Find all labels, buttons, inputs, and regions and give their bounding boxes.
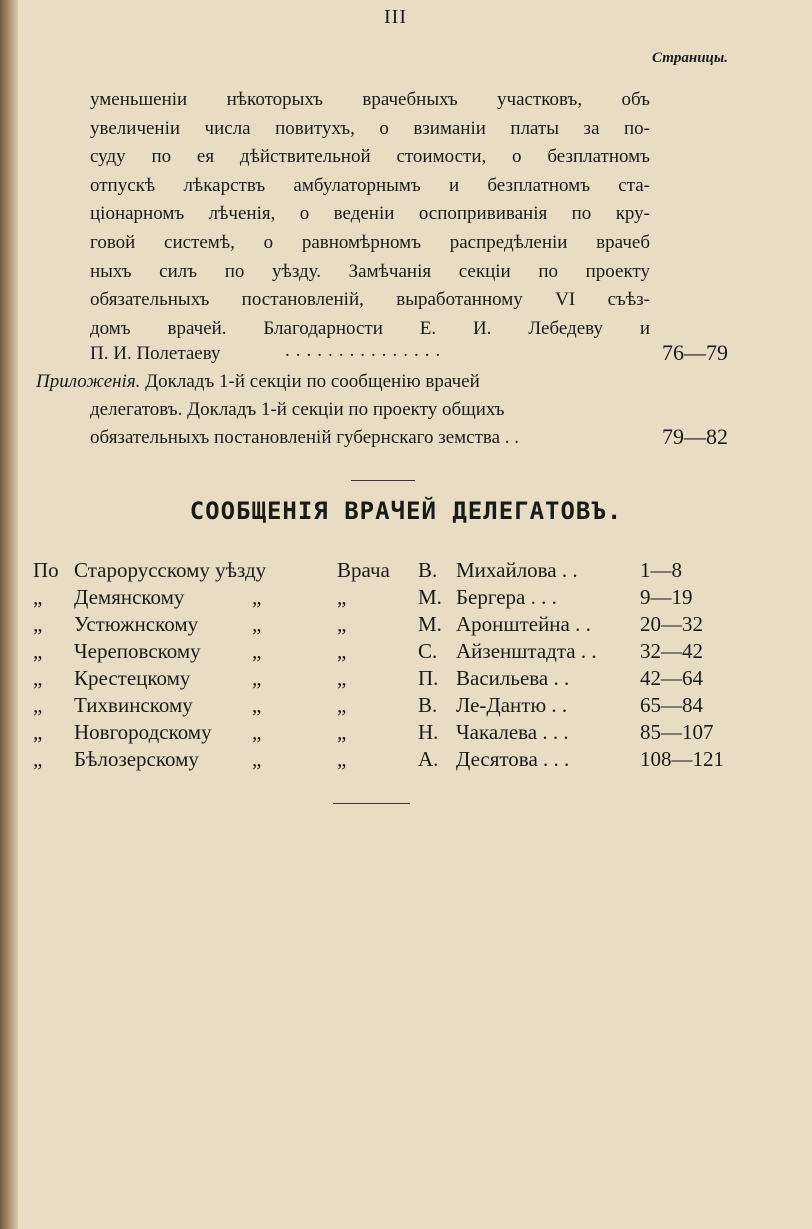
county-name: Устюжнскому	[74, 612, 199, 636]
county-name: Новгородскому	[74, 720, 212, 744]
ditto-mark: „	[252, 747, 262, 771]
row-prefix: „	[33, 666, 43, 690]
doctor-name: Аронштейна . .	[456, 612, 591, 636]
ditto-mark: „	[252, 666, 262, 690]
entry-pages: 76—79	[662, 340, 728, 365]
toc-line: ныхъ силъ по уѣзду. Замѣчанія секціи по проекту	[90, 260, 650, 282]
divider	[351, 480, 415, 481]
report-pages: 1—8	[640, 558, 682, 582]
report-pages: 108—121	[640, 747, 724, 771]
toc-line: суду по ея дѣйствительной стоимости, о безплатномъ	[90, 146, 650, 168]
county-name: Тихвинскому	[74, 693, 193, 717]
toc-line: отпускѣ лѣкарствъ амбулаторнымъ и безплатномъ ста-	[90, 174, 650, 196]
report-row	[0, 693, 812, 721]
doctor-initial: В.	[418, 693, 438, 717]
county-name: Демянскому	[74, 585, 185, 609]
ditto-mark: „	[252, 693, 262, 717]
doctor-label: „	[337, 693, 347, 717]
ditto-mark: „	[252, 585, 262, 609]
doctor-label: „	[337, 585, 347, 609]
row-prefix: „	[33, 693, 43, 717]
doctor-label: „	[337, 666, 347, 690]
doctor-initial: П.	[418, 666, 439, 690]
toc-line: говой системѣ, о равномѣрномъ распредѣленіи врачеб	[90, 232, 650, 253]
appendix-line: делегатовъ. Докладъ 1-й секціи по проекту общихъ	[90, 399, 505, 420]
doctor-initial: Н.	[418, 720, 439, 744]
doctor-label: „	[337, 639, 347, 663]
report-pages: 32—42	[640, 639, 703, 663]
report-pages: 85—107	[640, 720, 714, 744]
report-row	[0, 558, 812, 586]
doctor-initial: М.	[418, 612, 442, 636]
doctor-name: Михайлова . .	[456, 558, 578, 582]
doctor-label: „	[337, 720, 347, 744]
row-prefix: „	[33, 639, 43, 663]
report-pages: 20—32	[640, 612, 703, 636]
report-row	[0, 639, 812, 667]
ditto-mark: „	[252, 639, 262, 663]
doctor-name: Ле-Дантю . .	[456, 693, 568, 717]
appendix-line: обязательныхъ постановленій губернскаго земства . .	[90, 427, 520, 448]
row-prefix: По	[33, 558, 59, 582]
doctor-label: „	[337, 747, 347, 771]
county-name: Череповскому	[74, 639, 201, 663]
row-prefix: „	[33, 612, 43, 636]
report-pages: 9—19	[640, 585, 693, 609]
toc-line: увеличеніи числа повитухъ, о взиманіи платы за по-	[90, 117, 650, 139]
report-row	[0, 747, 812, 775]
doctor-initial: С.	[418, 639, 438, 663]
report-row	[0, 585, 812, 613]
pages-column-header: Страницы.	[652, 50, 729, 66]
county-name: Старорусскому уѣзду	[74, 558, 267, 582]
doctor-label: „	[337, 612, 347, 636]
appendix-label: Приложенія.	[36, 371, 141, 392]
page-number: III	[384, 6, 407, 28]
county-name: Крестецкому	[74, 666, 191, 690]
doctor-initial: А.	[418, 747, 439, 771]
entry-pages: 79—82	[662, 424, 728, 449]
doctor-name: Чакалева . . .	[456, 720, 569, 744]
county-name: Бѣлозерскому	[74, 747, 199, 771]
toc-line: ціонарномъ лѣченія, о веденіи оспопрививанія по кру-	[90, 203, 650, 225]
doctor-label: Врача	[337, 558, 390, 582]
divider	[333, 803, 410, 804]
ditto-mark: „	[252, 612, 262, 636]
toc-line: уменьшеніи нѣкоторыхъ врачебныхъ участковъ, объ	[90, 89, 650, 110]
report-pages: 42—64	[640, 666, 703, 690]
ditto-mark: „	[252, 720, 262, 744]
doctor-initial: В.	[418, 558, 438, 582]
doctor-name: Айзенштадта . .	[456, 639, 597, 663]
row-prefix: „	[33, 585, 43, 609]
appendix-line	[36, 371, 480, 393]
toc-line: обязательныхъ постановленій, выработанному VI съѣз-	[90, 289, 650, 311]
report-row	[0, 666, 812, 694]
doctor-name: Васильева . .	[456, 666, 570, 690]
report-row	[0, 612, 812, 640]
dot-leader: ...............	[285, 340, 447, 361]
row-prefix: „	[33, 720, 43, 744]
doctor-name: Бергера . . .	[456, 585, 557, 609]
appendix-text: Докладъ 1-й секціи по сообщенію врачей	[145, 371, 480, 392]
toc-line: домъ врачей. Благодарности Е. И. Лебедеву и	[90, 317, 650, 339]
toc-line-last: П. И. Полетаеву	[90, 343, 221, 364]
row-prefix: „	[33, 747, 43, 771]
doctor-initial: М.	[418, 585, 442, 609]
report-row	[0, 720, 812, 748]
section-title: СООБЩЕНІЯ ВРАЧЕЙ ДЕЛЕГАТОВЪ.	[189, 497, 623, 525]
report-pages: 65—84	[640, 693, 703, 717]
doctor-name: Десятова . . .	[456, 747, 570, 771]
